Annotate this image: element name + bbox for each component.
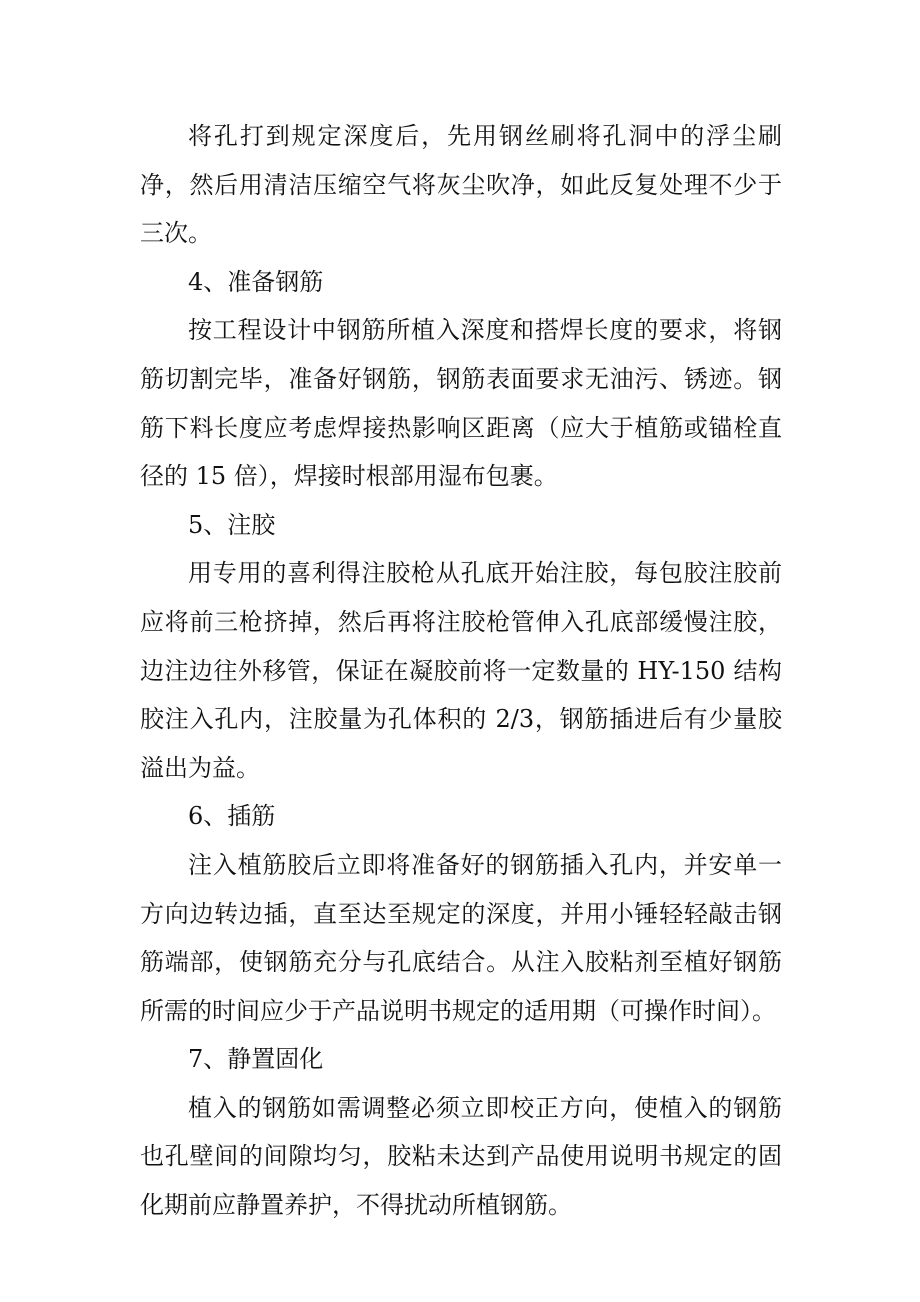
- heading-curing: 7、静置固化: [188, 1045, 324, 1074]
- heading-insert-rebar: 6、插筋: [188, 802, 276, 831]
- paragraph-insert-rebar: 注入植筋胶后立即将准备好的钢筋插入孔内，并安单一方向边转边插，直至达至规定的深度，并用小锤轻轻敲击钢筋端部，使钢筋充分与孔底结合。从注入胶粘剂至植好钢筋所需的时间应少于产品说明书规定的适用期（可操作时间）。: [140, 850, 782, 1025]
- heading-prepare-rebar: 4、准备钢筋: [188, 267, 324, 296]
- document-body: [140, 112, 782, 1230]
- paragraph-hole-cleaning: 将孔打到规定深度后，先用钢丝刷将孔洞中的浮尘刷净，然后用清洁压缩空气将灰尘吹净，如此反复处理不少于三次。: [140, 122, 782, 248]
- paragraph-prepare-rebar: 按工程设计中钢筋所植入深度和搭焊长度的要求，将钢筋切割完毕，准备好钢筋，钢筋表面要求无油污、锈迹。钢筋下料长度应考虑焊接热影响区距离（应大于植筋或锚栓直径的 15 倍），焊接时根部用湿布包裹。: [140, 316, 782, 491]
- paragraph-inject-glue: 用专用的喜利得注胶枪从孔底开始注胶，每包胶注胶前应将前三枪挤掉，然后再将注胶枪管伸入孔底部缓慢注胶，边注边往外移管，保证在凝胶前将一定数量的 HY-150 结构胶注入孔内，注胶量为孔体积的 2/3，钢筋插进后有少量胶溢出为益。: [140, 559, 782, 782]
- paragraph-curing: 植入的钢筋如需调整必须立即校正方向，使植入的钢筋也孔壁间的间隙均匀，胶粘未达到产品使用说明书规定的固化期前应静置养护，不得扰动所植钢筋。: [140, 1093, 782, 1220]
- heading-inject-glue: 5、注胶: [188, 510, 276, 539]
